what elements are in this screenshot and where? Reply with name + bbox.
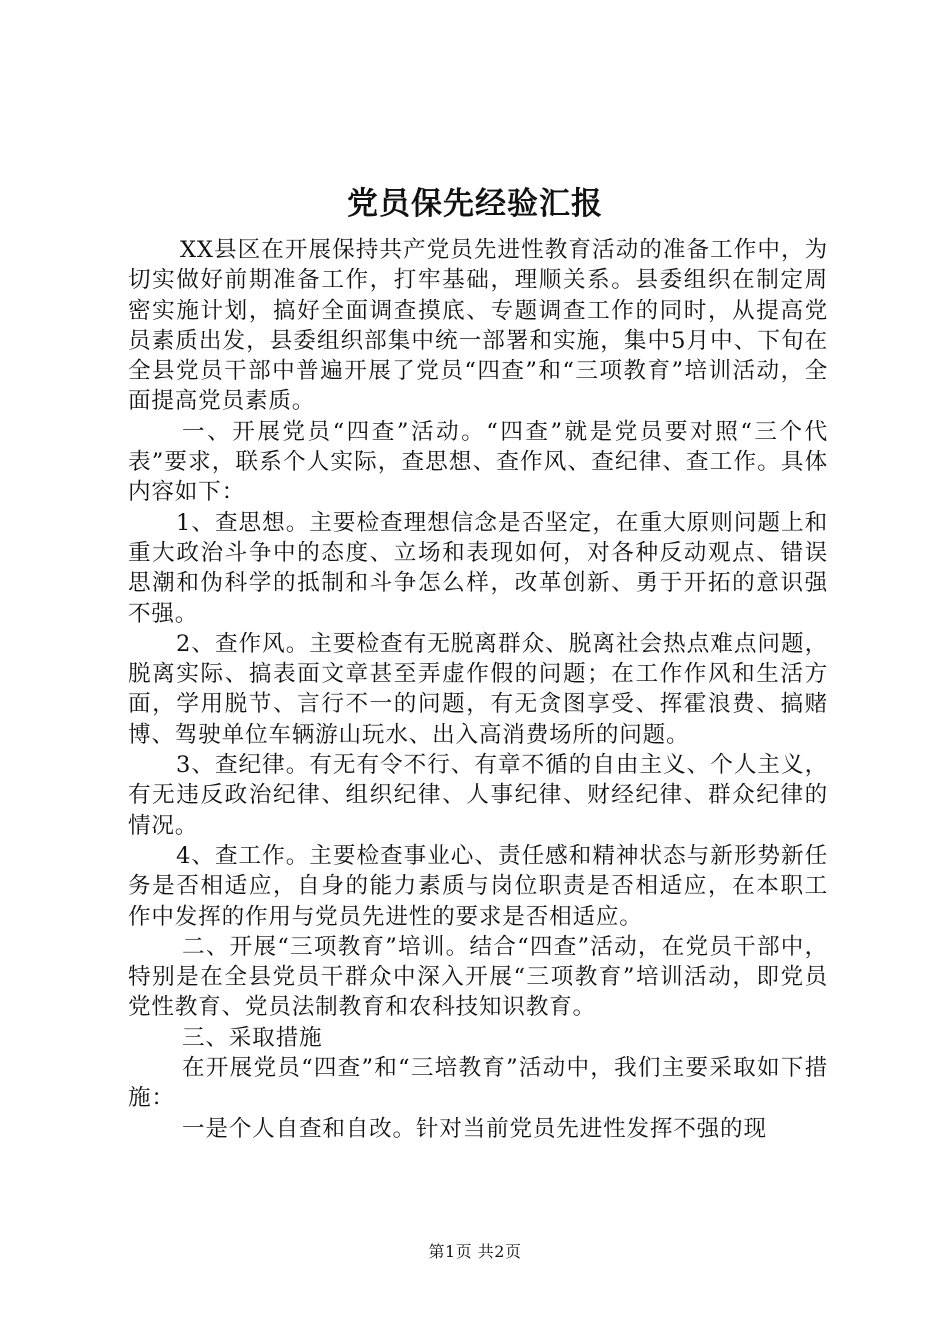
paragraph-check-thought: 1、查思想。主要检查理想信念是否坚定，在重大原则问题上和重大政治斗争中的态度、立场和表现如何，对各种反动观点、错误思潮和伪科学的抵制和斗争怎么样，改革创新、勇于开拓的意识强不强。 (128, 509, 828, 627)
paragraph-measures-intro: 在开展党员“四查”和“三培教育”活动中，我们主要采取如下措施： (128, 1055, 828, 1112)
paragraph-check-work: 4、查工作。主要检查事业心、责任感和精神状态与新形势新任务是否相适应，自身的能力素质与岗位职责是否相适应，在本职工作中发挥的作用与党员先进性的要求是否相适应。 (128, 842, 828, 930)
document-body (128, 235, 828, 1144)
document-title: 党员保先经验汇报 (347, 186, 603, 222)
paragraph-intro: XX县区在开展保持共产党员先进性教育活动的准备工作中，为切实做好前期准备工作，打牢基础，理顺关系。县委组织在制定周密实施计划，搞好全面调查摸底、专题调查工作的同时，从提高党员素质出发，县委组织部集中统一部署和实施，集中5月中、下旬在全县党员干部中普遍开展了党员“四查”和“三项教育”培训活动，全面提高党员素质。 (128, 237, 828, 415)
paragraph-section-one: 一、开展党员“四查”活动。“四查”就是党员要对照“三个代表”要求，联系个人实际，查思想、查作风、查纪律、查工作。具体内容如下： (128, 418, 828, 506)
paragraph-measure-one: 一是个人自查和自改。针对当前党员先进性发挥不强的现 (182, 1115, 767, 1142)
paragraph-check-discipline: 3、查纪律。有无有令不行、有章不循的自由主义、个人主义，有无违反政治纪律、组织纪律、人事纪律、财经纪律、群众纪律的情况。 (128, 752, 828, 839)
page-footer: 第1页 共2页 (428, 1242, 522, 1261)
paragraph-section-three-heading: 三、采取措施 (182, 1024, 323, 1051)
paragraph-section-two: 二、开展“三项教育”培训。结合“四查”活动，在党员干部中，特别是在全县党员干群众中深入开展“三项教育”培训活动，即党员党性教育、党员法制教育和农科技知识教育。 (128, 933, 828, 1021)
paragraph-check-style: 2、查作风。主要检查有无脱离群众、脱离社会热点难点问题，脱离实际、搞表面文章甚至弄虚作假的问题；在工作作风和生活方面，学用脱节、言行不一的问题，有无贪图享受、挥霍浪费、搞赌博、驾驶单位车辆游山玩水、出入高消费场所的问题。 (128, 630, 828, 748)
